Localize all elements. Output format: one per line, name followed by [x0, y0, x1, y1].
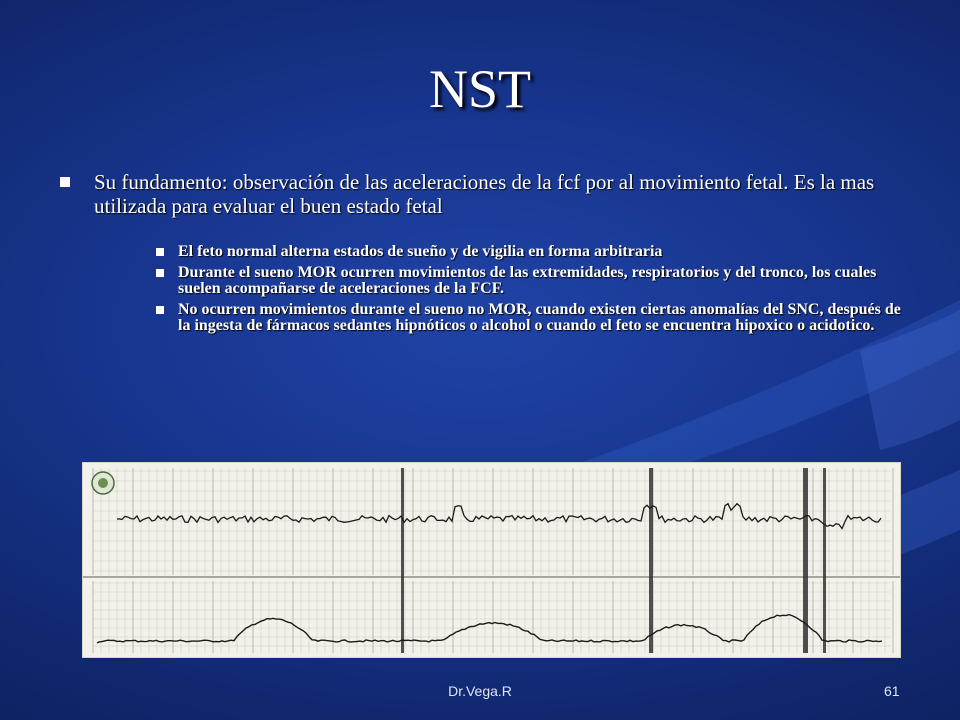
sub-bullet-list — [58, 244, 908, 334]
main-bullet — [58, 170, 908, 218]
ctg-tracing-image — [82, 462, 901, 658]
ctg-tracing-svg — [83, 463, 900, 657]
slide-title: NST — [428, 59, 531, 119]
square-bullet-icon — [156, 269, 164, 277]
sub-bullet-1 — [156, 244, 908, 260]
bullet-list — [58, 170, 908, 339]
sub-bullet-3 — [156, 302, 908, 334]
main-bullet-text: Su fundamento: observación de las aceleraciones de la fcf por al movimiento fetal. Es la mas utilizada para evaluar el buen estado fetal — [94, 170, 875, 218]
square-bullet-icon — [60, 177, 70, 187]
page-number: 61 — [884, 683, 900, 699]
sub-bullet-text: El feto normal alterna estados de sueño y de vigilia en forma arbitraria — [178, 243, 663, 260]
sub-bullet-text: No ocurren movimientos durante el sueno no MOR, cuando existen ciertas anomalías del SNC, después de la ingesta de fármacos sedantes hipnóticos o alcohol o cuando el feto se encuentra hipoxico o acidotico. — [178, 301, 901, 334]
sub-bullet-text: Durante el sueno MOR ocurren movimientos de las extremidades, respiratorios y del tronco, los cuales suelen acompañarse de aceleraciones de la FCF. — [178, 264, 877, 297]
footer-author: Dr.Vega.R — [448, 683, 512, 699]
sub-bullet-2 — [156, 265, 908, 297]
square-bullet-icon — [156, 306, 164, 314]
square-bullet-icon — [156, 248, 164, 256]
